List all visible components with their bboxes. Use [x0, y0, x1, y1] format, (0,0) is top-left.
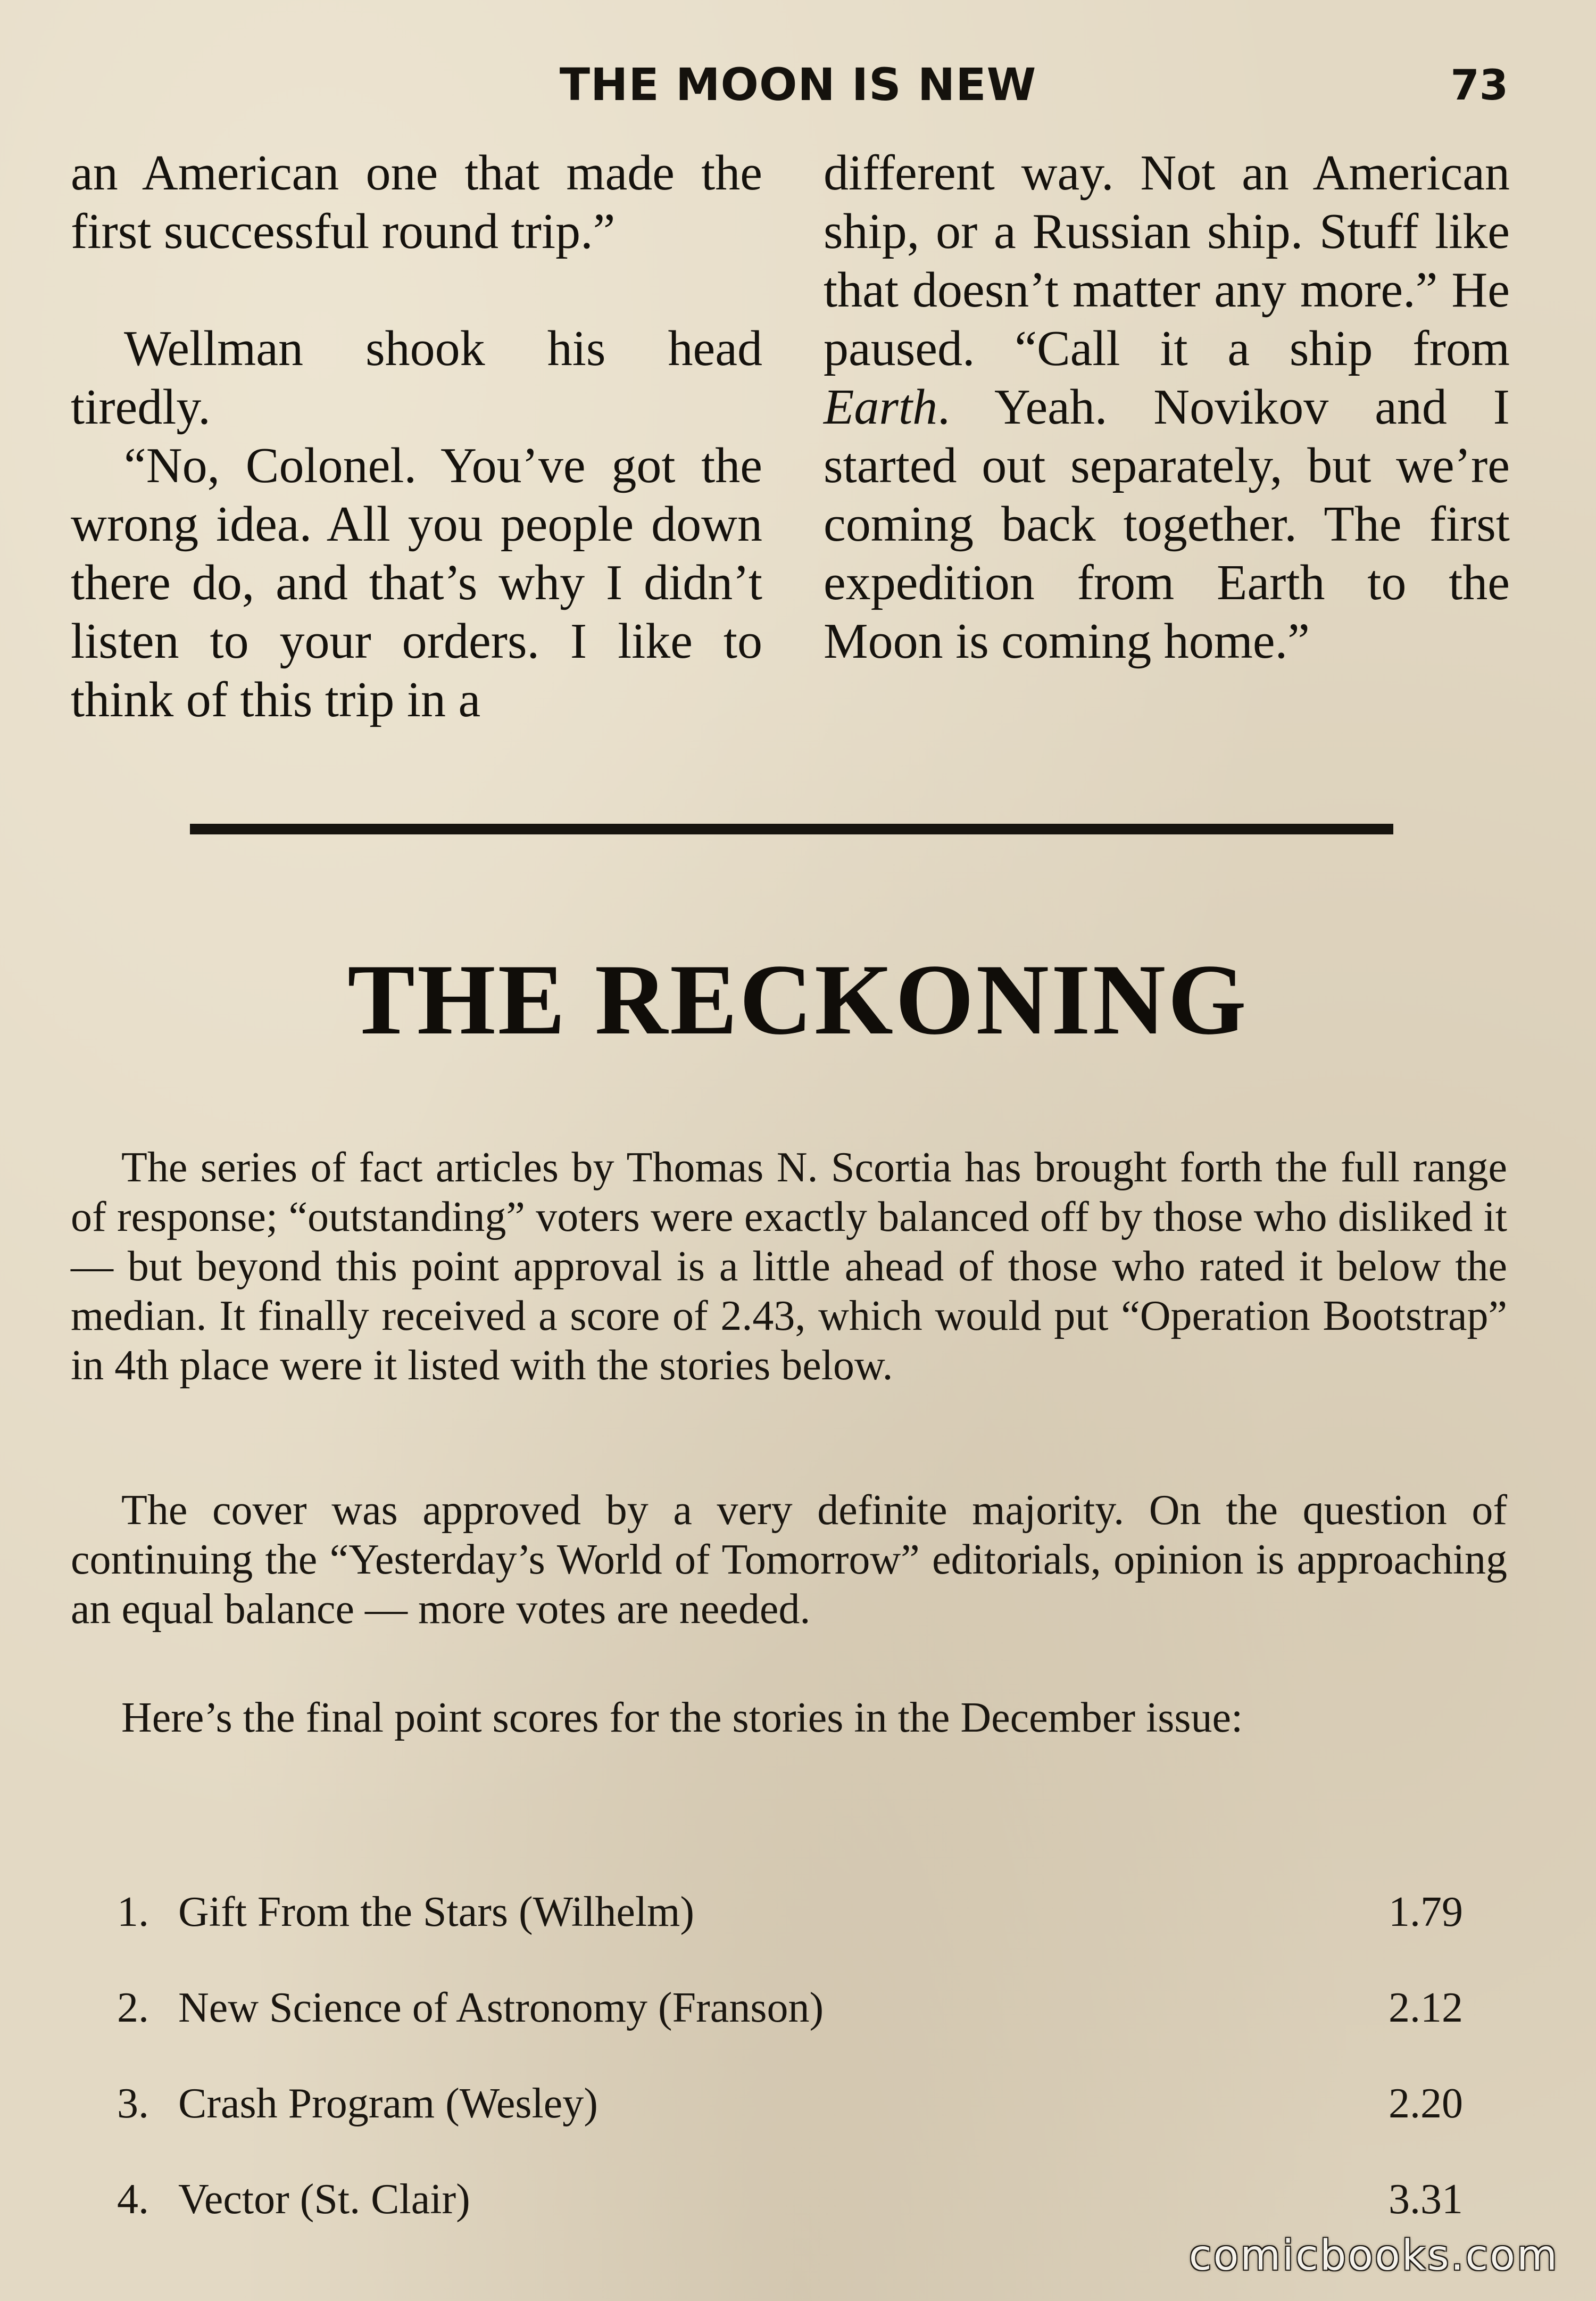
- score-story-title: Crash Program (Wesley): [178, 2080, 598, 2127]
- score-story-title: New Science of Astronomy (Franson): [178, 1984, 824, 2031]
- score-row: [117, 1888, 1463, 1984]
- score-row: [117, 2080, 1463, 2175]
- page-number: 73: [1450, 62, 1508, 110]
- score-story-title: Vector (St. Clair): [178, 2176, 470, 2223]
- story-text: different way. Not an American ship, or a Russian ship. Stuff like that doesn’t matter any more.” He paused. “Call it a ship from: [824, 145, 1510, 376]
- score-value: 2.20: [1389, 2080, 1463, 2127]
- running-head: [0, 59, 1596, 122]
- score-rank: 3.: [117, 2080, 149, 2127]
- story-paragraph: “No, Colonel. You’ve got the wrong idea. All you people down there do, and that’s why I didn’t listen to your orders. I like to think of this trip in a: [71, 438, 762, 727]
- score-value: 1.79: [1389, 1889, 1463, 1935]
- story-paragraph: an American one that made the first successful round trip.”: [71, 145, 762, 259]
- story-paragraph: Wellman shook his head tiredly.: [71, 321, 762, 435]
- paragraph-text: The series of fact articles by Thomas N. Scortia has brought forth the full range of response; “outstanding” voters were exactly balanced off by those who disliked it — but beyond this point approval is a little ahead of those who rated it below the median. It finally received a score of 2.43, which would put “Operation Bootstrap” in 4th place were it listed with the stories below.: [71, 1144, 1507, 1389]
- story-columns: [71, 144, 1510, 727]
- score-list: [117, 1888, 1463, 2271]
- paragraph-text: The cover was approved by a very definite majority. On the question of continuing the “Yesterday’s World of Tomorrow” editorials, opinion is approaching an equal balance — more votes are needed.: [71, 1487, 1507, 1633]
- reckoning-paragraph: [71, 1486, 1507, 1634]
- score-rank: 1.: [117, 1889, 149, 1935]
- score-rank: 2.: [117, 1984, 149, 2031]
- watermark: comicbooks.com: [1188, 2232, 1559, 2280]
- story-text: . Yeah. Novikov and I started out separately, but we’re coming back together. The first expedition from Earth to the Moon is coming home.”: [824, 379, 1510, 669]
- running-title: THE MOON IS NEW: [559, 59, 1037, 111]
- reckoning-paragraph: [71, 1693, 1507, 1743]
- score-value: 2.12: [1389, 1984, 1463, 2031]
- score-story-title: Gift From the Stars (Wilhelm): [178, 1889, 694, 1935]
- story-paragraph: [824, 144, 1510, 671]
- score-value: 3.31: [1389, 2176, 1463, 2223]
- section-divider: [190, 824, 1393, 834]
- score-rank: 4.: [117, 2176, 149, 2223]
- section-title: THE RECKONING: [347, 944, 1249, 1056]
- paragraph-text: Here’s the final point scores for the stories in the December issue:: [121, 1694, 1243, 1741]
- story-emphasis: Earth: [824, 379, 938, 435]
- left-column: [71, 144, 762, 729]
- reckoning-paragraph: [71, 1143, 1507, 1390]
- right-column: [824, 144, 1510, 671]
- score-row: [117, 1984, 1463, 2080]
